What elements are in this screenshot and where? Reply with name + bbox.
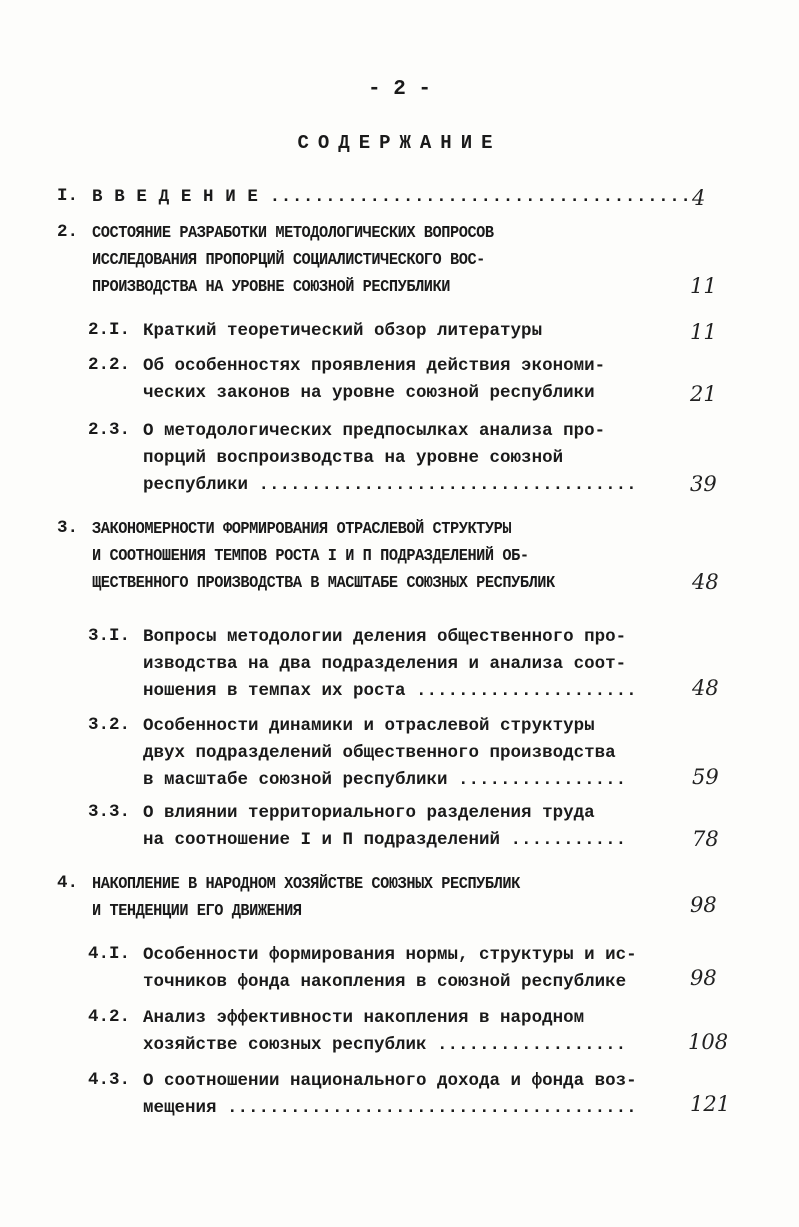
toc-entry-line: хозяйстве союзных республик .................. bbox=[143, 1035, 627, 1055]
toc-entry-line: Особенности динамики и отраслевой структуры bbox=[143, 716, 595, 736]
toc-page-ref: 108 bbox=[688, 1030, 729, 1054]
toc-page-ref: 39 bbox=[690, 472, 717, 496]
toc-entry-line: О методологических предпосылках анализа про- bbox=[143, 421, 606, 441]
toc-entry-number: I. bbox=[57, 186, 79, 206]
toc-entry-number: 4.I. bbox=[88, 944, 131, 964]
toc-entry-line: Об особенностях проявления действия экономи- bbox=[143, 356, 606, 376]
toc-entry-number: 3.3. bbox=[88, 802, 131, 822]
toc-entry-line: изводства на два подразделения и анализа соот- bbox=[143, 654, 627, 674]
toc-entry-number: 4. bbox=[57, 873, 79, 893]
toc-entry-line: ЗАКОНОМЕРНОСТИ ФОРМИРОВАНИЯ ОТРАСЛЕВОЙ СТРУКТУРЫ bbox=[92, 520, 512, 539]
toc-entry-number: 3.2. bbox=[88, 715, 131, 735]
toc-entry-line: ЩЕСТВЕННОГО ПРОИЗВОДСТВА В МАСШТАБЕ СОЮЗНЫХ РЕСПУБЛИК bbox=[92, 574, 555, 593]
page-number: - 2 - bbox=[367, 78, 431, 101]
toc-entry-line: О влиянии территориального разделения труда bbox=[143, 803, 595, 823]
toc-entry-number: 2.3. bbox=[88, 420, 131, 440]
toc-entry-number: 2. bbox=[57, 222, 79, 242]
toc-page-ref: 98 bbox=[690, 893, 717, 917]
toc-entry-line: в масштабе союзной республики ................ bbox=[143, 770, 627, 790]
toc-entry-line: ческих законов на уровне союзной республики bbox=[143, 383, 595, 403]
toc-entry-number: 3. bbox=[57, 518, 79, 538]
toc-page-ref: 11 bbox=[690, 274, 717, 298]
toc-entry-line: порций воспроизводства на уровне союзной bbox=[143, 448, 564, 468]
toc-entry-line: Краткий теоретический обзор литературы bbox=[143, 321, 543, 341]
toc-entry-line: точников фонда накопления в союзной республике bbox=[143, 972, 627, 992]
toc-entry-number: 3.I. bbox=[88, 626, 131, 646]
toc-entry-line: НАКОПЛЕНИЕ В НАРОДНОМ ХОЗЯЙСТВЕ СОЮЗНЫХ РЕСПУБЛИК bbox=[92, 875, 520, 894]
toc-entry-line: О соотношении национального дохода и фонда воз- bbox=[143, 1071, 637, 1091]
toc-page-ref: 48 bbox=[692, 570, 719, 594]
toc-entry-line: Анализ эффективности накопления в народном bbox=[143, 1008, 585, 1028]
toc-page-ref: 98 bbox=[690, 966, 717, 990]
toc-entry-line: ношения в темпах их роста ..................... bbox=[143, 681, 637, 701]
toc-entry-line: двух подразделений общественного производства bbox=[143, 743, 616, 763]
toc-entry-number: 2.I. bbox=[88, 320, 131, 340]
toc-page-ref: 11 bbox=[690, 320, 717, 344]
toc-entry-line: И СООТНОШЕНИЯ ТЕМПОВ РОСТА I И П ПОДРАЗДЕЛЕНИЙ ОБ- bbox=[92, 547, 529, 566]
toc-entry-line: Особенности формирования нормы, структуры и ис- bbox=[143, 945, 637, 965]
toc-entry-line: СОСТОЯНИЕ РАЗРАБОТКИ МЕТОДОЛОГИЧЕСКИХ ВОПРОСОВ bbox=[92, 224, 494, 243]
toc-entry-line: на соотношение I и П подразделений ........... bbox=[143, 830, 627, 850]
toc-entry-line: Вопросы методологии деления общественного про- bbox=[143, 627, 627, 647]
toc-page-ref: 4 bbox=[692, 186, 706, 210]
toc-entry-line: ИССЛЕДОВАНИЯ ПРОПОРЦИЙ СОЦИАЛИСТИЧЕСКОГО ВОС- bbox=[92, 251, 485, 270]
toc-page-ref: 21 bbox=[690, 382, 717, 406]
toc-page-ref: 78 bbox=[692, 827, 719, 851]
toc-page-ref: 48 bbox=[692, 676, 719, 700]
toc-entry-line: республики .................................... bbox=[143, 475, 637, 495]
contents-title: СОДЕРЖАНИЕ bbox=[297, 132, 502, 154]
toc-page-ref: 59 bbox=[692, 765, 719, 789]
toc-entry-line: ПРОИЗВОДСТВА НА УРОВНЕ СОЮЗНОЙ РЕСПУБЛИКИ bbox=[92, 278, 451, 297]
toc-entry-line: И ТЕНДЕНЦИИ ЕГО ДВИЖЕНИЯ bbox=[92, 902, 302, 921]
toc-entry-line: В В Е Д Е Н И Е ...................................... bbox=[92, 187, 692, 207]
toc-page-ref: 121 bbox=[690, 1092, 731, 1116]
toc-entry-number: 4.3. bbox=[88, 1070, 131, 1090]
toc-entry-number: 2.2. bbox=[88, 355, 131, 375]
toc-entry-number: 4.2. bbox=[88, 1007, 131, 1027]
toc-entry-line: мещения ....................................... bbox=[143, 1098, 637, 1118]
